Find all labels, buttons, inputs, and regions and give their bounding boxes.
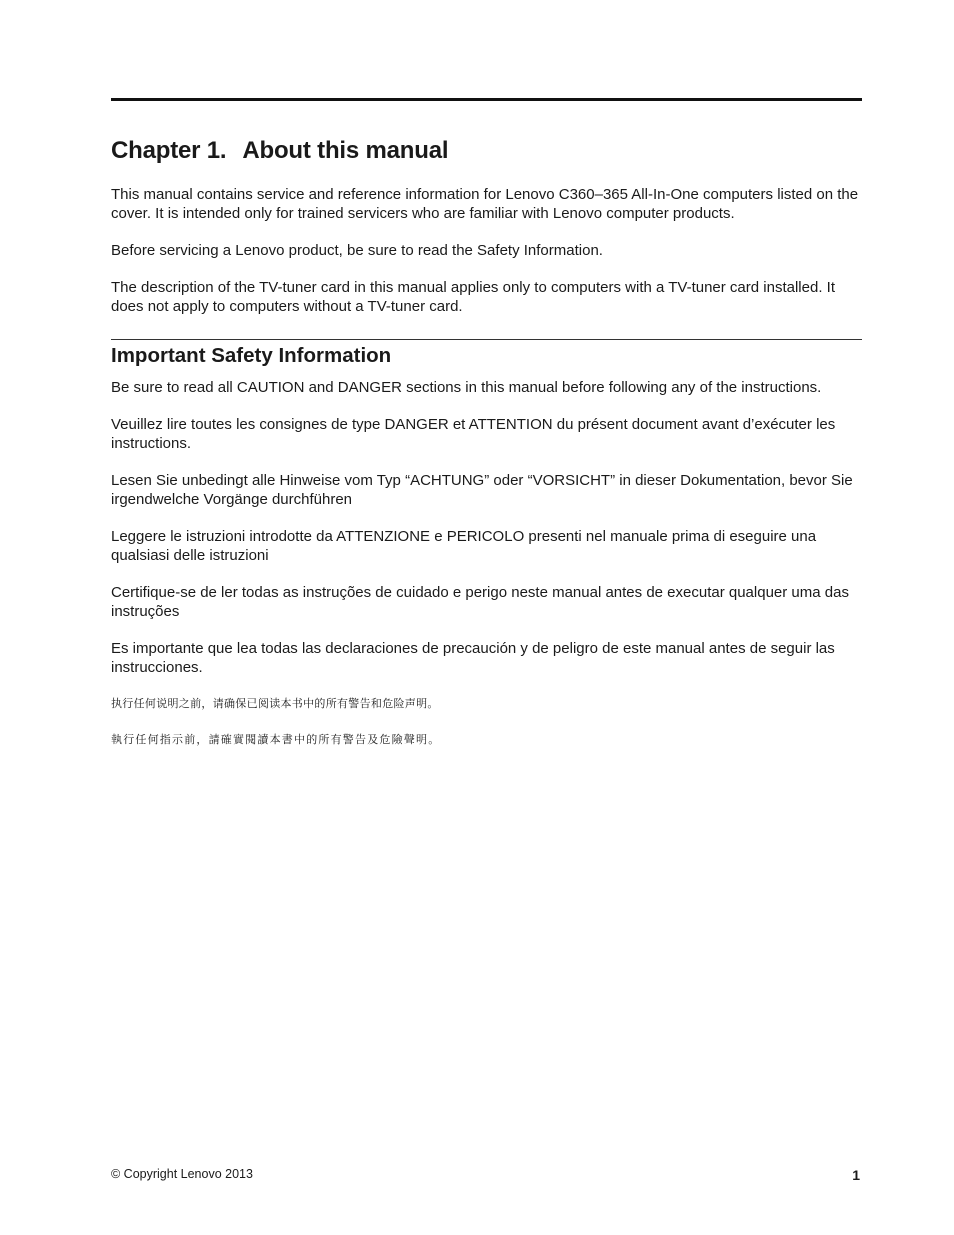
safety-paragraph-italian: Leggere le istruzioni introdotte da ATTENZIONE e PERICOLO presenti nel manuale prima di eseguire una qualsiasi delle istruzioni xyxy=(111,528,817,564)
chapter-top-rule xyxy=(111,98,862,101)
intro-paragraph: Before servicing a Lenovo product, be sure to read the Safety Information. xyxy=(111,242,603,259)
intro-paragraph: The description of the TV-tuner card in this manual applies only to computers with a TV-tuner card installed. It does not apply to computers without a TV-tuner card. xyxy=(111,279,835,315)
footer-copyright: © Copyright Lenovo 2013 xyxy=(111,1167,253,1181)
safety-paragraph-portuguese: Certifique-se de ler todas as instruções de cuidado e perigo neste manual antes de executar qualquer uma das instruções xyxy=(111,584,849,620)
chapter-title xyxy=(111,136,448,166)
intro-paragraph: This manual contains service and reference information for Lenovo C360–365 All-In-One computers listed on the cover. It is intended only for trained servicers who are familiar with Lenovo computer products. xyxy=(111,186,859,222)
section-title: Important Safety Information xyxy=(111,344,392,367)
section-divider xyxy=(111,339,862,340)
safety-paragraph-german: Lesen Sie unbedingt alle Hinweise vom Typ “ACHTUNG” oder “VORSICHT” in dieser Dokumentation, bevor Sie irgendwelche Vorgänge durchführen xyxy=(111,472,853,508)
chapter-name: About this manual xyxy=(242,137,449,164)
safety-paragraph-chinese-simplified: 执行任何说明之前，请确保已阅读本书中的所有警告和危险声明。 xyxy=(111,697,439,710)
chapter-label: Chapter 1. xyxy=(111,137,227,164)
safety-paragraph-chinese-traditional: 執行任何指示前，請確實閱讀本書中的所有警告及危險聲明。 xyxy=(111,733,441,746)
page-number: 1 xyxy=(852,1167,860,1183)
safety-paragraph-english: Be sure to read all CAUTION and DANGER sections in this manual before following any of the instructions. xyxy=(111,379,822,396)
intro-section xyxy=(111,185,862,334)
manual-page xyxy=(111,0,862,1235)
safety-paragraph-french: Veuillez lire toutes les consignes de type DANGER et ATTENTION du présent document avant d’exécuter les instructions. xyxy=(111,416,836,452)
safety-section xyxy=(111,378,862,695)
safety-paragraph-spanish: Es importante que lea todas las declaraciones de precaución y de peligro de este manual antes de seguir las instrucciones. xyxy=(111,640,835,676)
